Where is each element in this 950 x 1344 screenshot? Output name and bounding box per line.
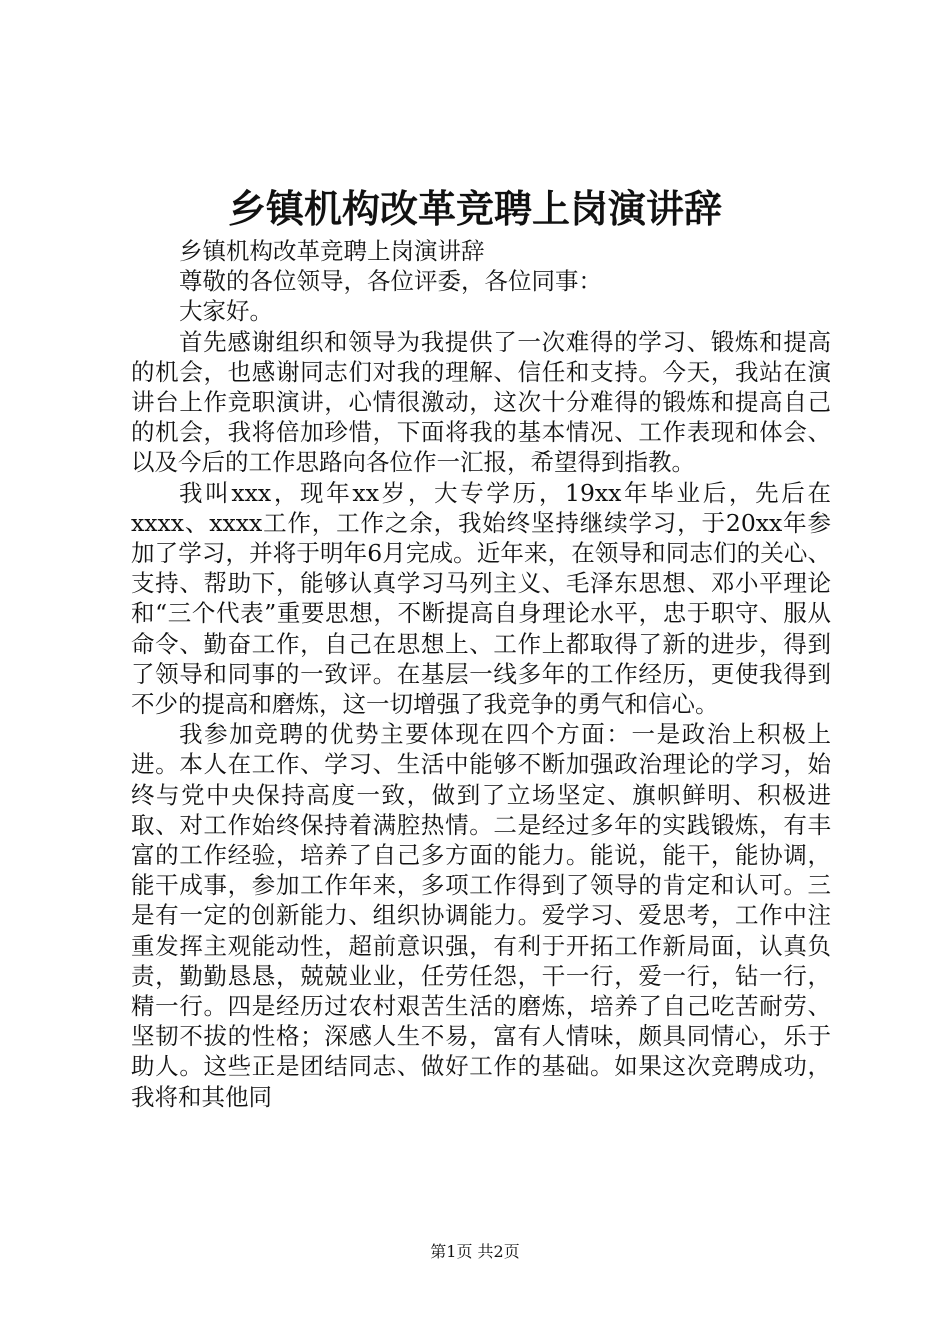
document-title: 乡镇机构改革竞聘上岗演讲辞 xyxy=(227,186,722,231)
paragraph-salutation: 尊敬的各位领导，各位评委，各位同事： xyxy=(179,267,602,296)
paragraph-personal-background: 我叫xxx，现年xx岁，大专学历，19xx年毕业后，先后在xxxx、xxxx工作，工作之余，我始终坚持继续学习，于20xx年参加了学习，并将于明年6月完成。近年来，在领导和同志们的关心、支持、帮助下，能够认真学习马列主义、毛泽东思想、邓小平理论和“三个代表”重要思想，不断提高自身理论水平，忠于职守、服从命令、勤奋工作，自己在思想上、工作上都取得了新的进步，得到了领导和同事的一致评。在基层一线多年的工作经历，更使我得到不少的提高和磨炼，这一切增强了我竞争的勇气和信心。 xyxy=(131,478,831,719)
page-number-footer: 第1页 共2页 xyxy=(430,1242,520,1261)
paragraph-greeting: 大家好。 xyxy=(179,297,273,326)
paragraph-introduction: 首先感谢组织和领导为我提供了一次难得的学习、锻炼和提高的机会，也感谢同志们对我的理解、信任和支持。今天，我站在演讲台上作竞职演讲，心情很激动，这次十分难得的锻炼和提高自己的机会，我将倍加珍惜，下面将我的基本情况、工作表现和体会、以及今后的工作思路向各位作一汇报，希望得到指教。 xyxy=(131,327,831,477)
paragraph-advantages: 我参加竞聘的优势主要体现在四个方面：一是政治上积极上进。本人在工作、学习、生活中能够不断加强政治理论的学习，始终与党中央保持高度一致，做到了立场坚定、旗帜鲜明、积极进取、对工作始终保持着满腔热情。二是经过多年的实践锻炼，有丰富的工作经验，培养了自己多方面的能力。能说，能干，能协调，能干成事，参加工作年来，多项工作得到了领导的肯定和认可。三是有一定的创新能力、组织协调能力。爱学习、爱思考，工作中注重发挥主观能动性，超前意识强，有利于开拓工作新局面，认真负责，勤勤恳恳，兢兢业业，任劳任怨，干一行，爱一行，钻一行，精一行。四是经历过农村艰苦生活的磨炼，培养了自己吃苦耐劳、坚韧不拔的性格；深感人生不易，富有人情味，颇具同情心，乐于助人。这些正是团结同志、做好工作的基础。如果这次竞聘成功，我将和其他同 xyxy=(131,720,831,1111)
document-body xyxy=(131,236,831,1112)
paragraph-heading-repeat: 乡镇机构改革竞聘上岗演讲辞 xyxy=(179,237,485,265)
